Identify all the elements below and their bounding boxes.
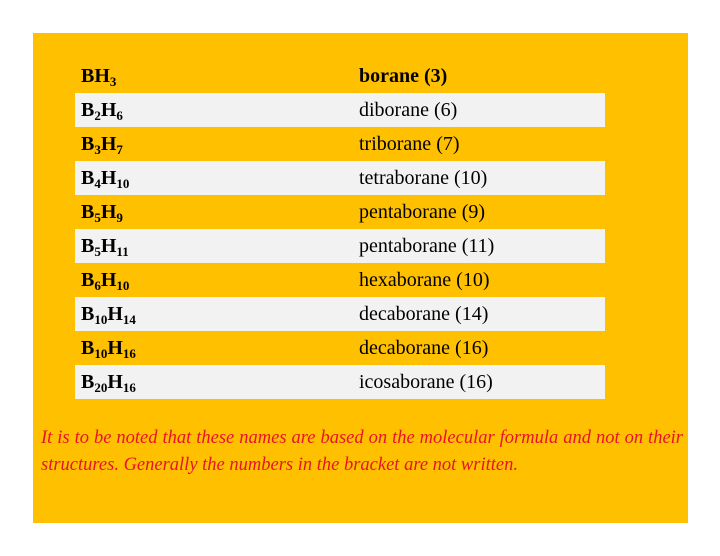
name-cell: diborane (6): [359, 98, 458, 121]
borane-table: [75, 59, 605, 399]
formula-element: B: [81, 64, 95, 87]
formula-subscript: 10: [94, 345, 108, 361]
formula-element: H: [94, 64, 110, 87]
formula-element: B: [81, 336, 95, 359]
slide-panel: [33, 33, 688, 523]
formula-subscript: 5: [94, 209, 101, 225]
formula-cell: [81, 371, 136, 394]
formula-subscript: 20: [94, 379, 108, 395]
formula-cell: [81, 65, 116, 88]
formula-subscript: 6: [94, 277, 101, 293]
footnote: It is to be noted that these names are based on the molecular formula and not on their structures. Generally the numbers in the bracket are not written.: [41, 428, 683, 475]
name-cell: icosaborane (16): [359, 370, 493, 393]
formula-element: H: [107, 370, 123, 393]
table-row: [75, 297, 605, 331]
formula-element: H: [100, 132, 117, 155]
name-cell: pentaborane (11): [359, 234, 495, 257]
formula-subscript: 11: [116, 243, 129, 259]
formula-cell: [81, 303, 136, 326]
formula-element: H: [100, 234, 117, 257]
formula-element: B: [81, 268, 95, 291]
formula-subscript: 3: [109, 73, 117, 89]
formula-subscript: 7: [116, 141, 123, 157]
name-cell: triborane (7): [359, 132, 460, 155]
formula-element: B: [81, 234, 95, 257]
formula-subscript: 9: [116, 209, 123, 225]
formula-element: B: [81, 166, 95, 189]
formula-element: H: [100, 268, 117, 291]
formula-subscript: 16: [122, 379, 136, 395]
formula-cell: [81, 201, 123, 224]
name-cell: pentaborane (9): [359, 200, 486, 223]
table-row: [75, 263, 605, 297]
name-cell: decaborane (16): [359, 336, 489, 359]
formula-element: H: [100, 166, 117, 189]
table-row: [75, 195, 605, 229]
formula-element: B: [81, 200, 95, 223]
name-cell: tetraborane (10): [359, 166, 488, 189]
formula-subscript: 4: [94, 175, 101, 191]
formula-element: B: [81, 98, 95, 121]
formula-cell: [81, 167, 129, 190]
formula-subscript: 10: [116, 277, 130, 293]
formula-subscript: 6: [116, 107, 123, 123]
formula-element: H: [100, 98, 117, 121]
formula-cell: [81, 99, 123, 122]
name-cell: hexaborane (10): [359, 268, 490, 291]
table-row: [75, 161, 605, 195]
formula-subscript: 16: [122, 345, 136, 361]
formula-subscript: 10: [116, 175, 130, 191]
formula-cell: [81, 235, 129, 258]
formula-subscript: 14: [122, 311, 136, 327]
table-row: [75, 93, 605, 127]
formula-element: H: [107, 302, 123, 325]
formula-element: H: [100, 200, 117, 223]
formula-cell: [81, 133, 123, 156]
formula-subscript: 2: [94, 107, 101, 123]
table-row: [75, 365, 605, 399]
formula-element: B: [81, 370, 95, 393]
table-row: [75, 59, 605, 93]
formula-element: H: [107, 336, 123, 359]
name-cell: borane (3): [359, 64, 448, 87]
formula-subscript: 5: [94, 243, 101, 259]
table-row: [75, 127, 605, 161]
table-row: [75, 229, 605, 263]
formula-cell: [81, 269, 129, 292]
table-row: [75, 331, 605, 365]
formula-subscript: 10: [94, 311, 108, 327]
formula-subscript: 3: [94, 141, 101, 157]
formula-element: B: [81, 302, 95, 325]
formula-cell: [81, 337, 136, 360]
formula-element: B: [81, 132, 95, 155]
name-cell: decaborane (14): [359, 302, 489, 325]
